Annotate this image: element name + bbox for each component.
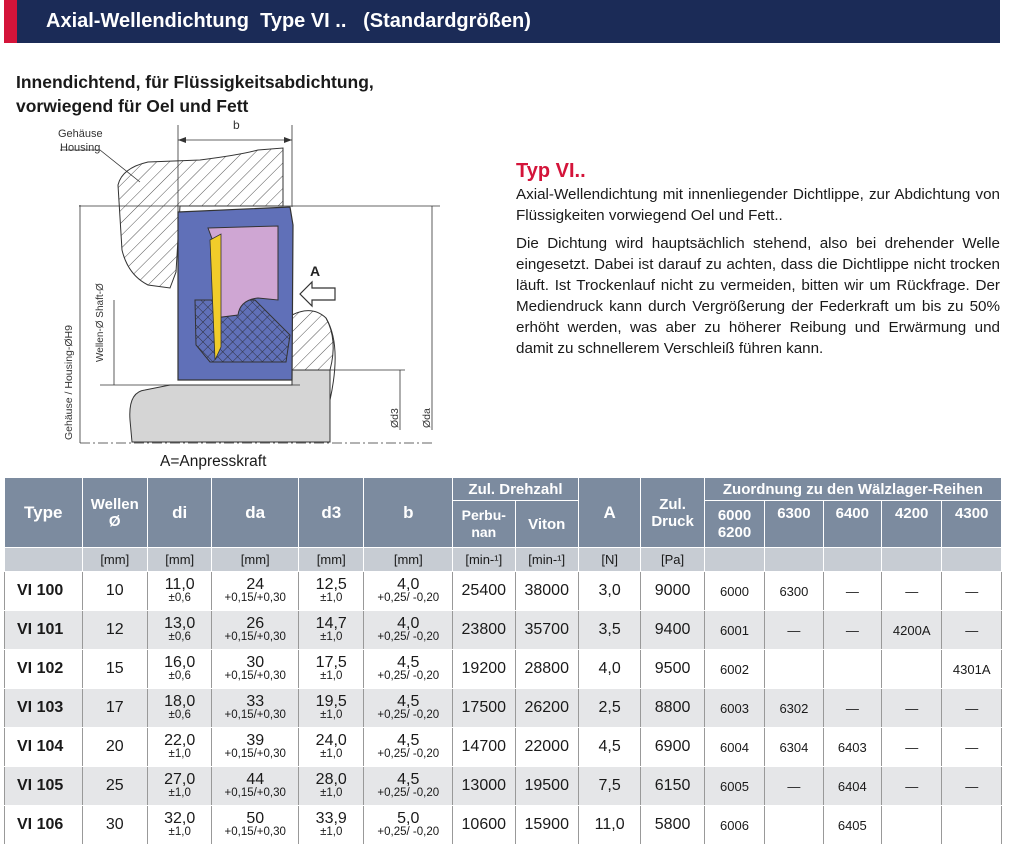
b-tolerance: +0,25/ -0,20 [377,709,440,721]
cell-type: VI 105 [5,767,83,806]
cell-c6300: 6302 [765,689,823,728]
col-drehzahl: Zul. Drehzahl [453,478,579,501]
cell-b [364,767,453,806]
description-paragraph-2: Die Dichtung wird hauptsächlich stehend, also bei drehender Welle eingesetzt. Dabei ist darauf zu achten, dass die Dichtlippe nicht trocken läuft. Ist Trockenlauf nicht zu vermeiden, bitten wir um Rückfrage. Der Mediendruck kann durch Vergrößerung der Federkraft um bis zu 50% erhöht werden, was aber zu höherer Reibung und Erwärmung und damit zu schnellerem Verschleiß führen kann. [516,235,1000,357]
seal-cross-section-diagram [0,0,500,460]
dimension-table [4,477,1002,845]
cell-wellen: 20 [82,728,147,767]
da-tolerance: +0,15/+0,30 [224,748,286,760]
cell-viton: 15900 [515,806,578,845]
b-tolerance: +0,25/ -0,20 [377,631,440,643]
cell-perbunan: 10600 [453,806,515,845]
cell-a: 3,5 [578,611,640,650]
da-value: 44 [246,771,265,788]
cell-type: VI 102 [5,650,83,689]
di-tolerance: ±1,0 [168,826,191,838]
cell-viton: 26200 [515,689,578,728]
unit-cell [704,548,764,572]
cell-type: VI 104 [5,728,83,767]
b-value: 4,5 [397,693,420,710]
diagram-caption: A=Anpresskraft [160,453,267,470]
cell-c6000: 6002 [704,650,764,689]
d3-value: 33,9 [315,810,347,827]
cell-a: 7,5 [578,767,640,806]
unit-cell [882,548,942,572]
d3-tolerance: ±1,0 [320,631,343,643]
b-tolerance: +0,25/ -0,20 [377,826,440,838]
cell-c4200 [882,806,942,845]
cell-wellen: 30 [82,806,147,845]
housing-dia-label: Gehäuse / Housing-ØH9 [63,325,75,440]
cell-di [147,728,211,767]
cell-druck: 6150 [641,767,704,806]
di-tolerance: ±1,0 [168,787,191,799]
table-row [5,728,1002,767]
cell-di [147,650,211,689]
cell-c4200 [882,650,942,689]
di-value: 22,0 [164,732,196,749]
cell-druck: 6900 [641,728,704,767]
table-row [5,650,1002,689]
cell-c6300: — [765,611,823,650]
cell-c6000: 6000 [704,572,764,611]
cell-d3 [299,806,364,845]
cell-c4300 [942,806,1002,845]
cell-c6300 [765,806,823,845]
da-tolerance: +0,15/+0,30 [224,631,286,643]
cell-c4300: — [942,689,1002,728]
col-druck: Zul. Druck [641,478,704,548]
housing-label-en: Housing [60,142,101,154]
cell-c6400: 6405 [823,806,881,845]
di-value: 16,0 [164,654,196,671]
cell-perbunan: 25400 [453,572,515,611]
cell-c6400 [823,650,881,689]
da-tolerance: +0,15/+0,30 [224,670,286,682]
type-heading: Typ VI.. [516,160,586,182]
unit-cell: [mm] [82,548,147,572]
d3-tolerance: ±1,0 [320,670,343,682]
cell-d3 [299,689,364,728]
di-value: 18,0 [164,693,196,710]
cell-d3 [299,650,364,689]
cell-di [147,611,211,650]
cell-da [212,767,299,806]
d3-label: Ød3 [389,408,401,428]
cell-da [212,806,299,845]
cell-wellen: 25 [82,767,147,806]
cell-wellen: 10 [82,572,147,611]
b-value: 4,0 [397,576,420,593]
cell-c4200: — [882,572,942,611]
cell-perbunan: 23800 [453,611,515,650]
d3-value: 28,0 [315,771,347,788]
da-tolerance: +0,15/+0,30 [224,826,286,838]
cell-c4200: — [882,689,942,728]
da-tolerance: +0,15/+0,30 [224,709,286,721]
cell-viton: 28800 [515,650,578,689]
cell-c4300: — [942,728,1002,767]
b-value: 4,5 [397,732,420,749]
cell-c4200: — [882,728,942,767]
cell-b [364,650,453,689]
cell-c6400: 6404 [823,767,881,806]
di-tolerance: ±0,6 [168,670,191,682]
cell-perbunan: 14700 [453,728,515,767]
d3-tolerance: ±1,0 [320,592,343,604]
subtitle-line1: Innendichtend, für Flüssigkeitsabdichtung, [16,72,374,92]
da-tolerance: +0,15/+0,30 [224,592,286,604]
housing-label-de: Gehäuse [58,128,103,140]
b-tolerance: +0,25/ -0,20 [377,748,440,760]
description-paragraph-1: Axial-Wellendichtung mit innenliegender Dichtlippe, zur Abdichtung von Flüssigkeiten vorwiegend Oel und Fett.. [516,186,1000,224]
cell-a: 11,0 [578,806,640,845]
d3-tolerance: ±1,0 [320,748,343,760]
b-tolerance: +0,25/ -0,20 [377,592,440,604]
cell-druck: 8800 [641,689,704,728]
di-value: 27,0 [164,771,196,788]
cell-druck: 9400 [641,611,704,650]
subtitle-line2: vorwiegend für Oel und Fett [16,96,249,116]
cell-c6400: — [823,689,881,728]
cell-b [364,728,453,767]
cell-di [147,806,211,845]
page-title: Axial-Wellendichtung Type VI .. (Standardgrößen) [46,10,531,32]
cell-c6400: — [823,611,881,650]
cell-c6300: 6300 [765,572,823,611]
di-value: 11,0 [164,576,195,593]
cell-c4300: 4301A [942,650,1002,689]
cell-c6000: 6006 [704,806,764,845]
cell-type: VI 101 [5,611,83,650]
cell-b [364,806,453,845]
cell-d3 [299,611,364,650]
d3-value: 24,0 [315,732,347,749]
unit-cell [942,548,1002,572]
cell-perbunan: 19200 [453,650,515,689]
col-6300: 6300 [765,501,823,548]
col-b: b [364,478,453,548]
cell-c4300: — [942,572,1002,611]
cell-d3 [299,572,364,611]
di-value: 32,0 [164,810,196,827]
cell-type: VI 100 [5,572,83,611]
cell-c6400: 6403 [823,728,881,767]
di-tolerance: ±0,6 [168,592,191,604]
table-row [5,611,1002,650]
unit-cell: [N] [578,548,640,572]
cell-c6000: 6001 [704,611,764,650]
cell-b [364,689,453,728]
cell-viton: 19500 [515,767,578,806]
dimension-b-label: b [233,118,240,132]
da-tolerance: +0,15/+0,30 [224,787,286,799]
d3-value: 14,7 [315,615,347,632]
cell-di [147,689,211,728]
cell-c6300 [765,650,823,689]
unit-cell [5,548,83,572]
d3-value: 19,5 [315,693,347,710]
shaft-dia-label: Wellen-Ø Shaft-Ø [95,283,106,362]
cell-c4300: — [942,611,1002,650]
d3-tolerance: ±1,0 [320,787,343,799]
cell-da [212,728,299,767]
cell-da [212,689,299,728]
cell-type: VI 106 [5,806,83,845]
cell-di [147,767,211,806]
unit-cell [765,548,823,572]
unit-cell [823,548,881,572]
b-tolerance: +0,25/ -0,20 [377,787,440,799]
di-tolerance: ±0,6 [168,631,191,643]
table-row [5,806,1002,845]
cell-a: 4,5 [578,728,640,767]
cell-c6000: 6005 [704,767,764,806]
cell-c6000: 6003 [704,689,764,728]
cell-b [364,572,453,611]
da-value: 30 [246,654,265,671]
col-d3: d3 [299,478,364,548]
di-value: 13,0 [164,615,196,632]
unit-cell: [Pa] [641,548,704,572]
unit-cell: [mm] [364,548,453,572]
b-value: 5,0 [397,810,420,827]
d3-tolerance: ±1,0 [320,826,343,838]
col-perbunan: Perbu- nan [453,501,515,548]
cell-c6000: 6004 [704,728,764,767]
col-da: da [212,478,299,548]
type-description [516,184,1000,366]
cell-da [212,611,299,650]
cell-wellen: 15 [82,650,147,689]
d3-value: 17,5 [315,654,347,671]
da-value: 33 [246,693,265,710]
table-body [5,572,1002,845]
unit-cell: [mm] [147,548,211,572]
cell-druck: 5800 [641,806,704,845]
da-value: 39 [246,732,265,749]
cell-da [212,572,299,611]
cell-c4200: — [882,767,942,806]
cell-perbunan: 17500 [453,689,515,728]
cell-druck: 9000 [641,572,704,611]
b-tolerance: +0,25/ -0,20 [377,670,440,682]
cell-viton: 35700 [515,611,578,650]
b-value: 4,0 [397,615,420,632]
cell-wellen: 12 [82,611,147,650]
di-tolerance: ±0,6 [168,709,191,721]
unit-cell: [min-¹] [515,548,578,572]
col-type: Type [5,478,83,548]
cell-druck: 9500 [641,650,704,689]
col-4300: 4300 [942,501,1002,548]
cell-a: 4,0 [578,650,640,689]
cell-c6400: — [823,572,881,611]
da-label: Øda [421,408,433,428]
d3-value: 12,5 [315,576,347,593]
cell-d3 [299,767,364,806]
cell-c6300: — [765,767,823,806]
cell-c6300: 6304 [765,728,823,767]
cell-a: 3,0 [578,572,640,611]
cell-a: 2,5 [578,689,640,728]
col-6400: 6400 [823,501,881,548]
col-6000: 6000 6200 [704,501,764,548]
cell-type: VI 103 [5,689,83,728]
table-row [5,689,1002,728]
col-di: di [147,478,211,548]
shaft-part [130,370,330,442]
unit-cell: [mm] [299,548,364,572]
b-value: 4,5 [397,771,420,788]
da-value: 24 [246,576,265,593]
da-value: 26 [246,615,265,632]
col-viton: Viton [515,501,578,548]
unit-cell: [min-¹] [453,548,515,572]
unit-row [5,548,1002,572]
cell-viton: 22000 [515,728,578,767]
col-a: A [578,478,640,548]
unit-cell: [mm] [212,548,299,572]
col-4200: 4200 [882,501,942,548]
d3-tolerance: ±1,0 [320,709,343,721]
di-tolerance: ±1,0 [168,748,191,760]
col-zuordnung: Zuordnung zu den Wälzlager-Reihen [704,478,1001,501]
col-wellen: Wellen Ø [82,478,147,548]
cell-b [364,611,453,650]
b-value: 4,5 [397,654,420,671]
cell-viton: 38000 [515,572,578,611]
cell-perbunan: 13000 [453,767,515,806]
cell-di [147,572,211,611]
cell-da [212,650,299,689]
table-row [5,572,1002,611]
cell-c4300: — [942,767,1002,806]
cell-c4200: 4200A [882,611,942,650]
da-value: 50 [246,810,265,827]
cell-d3 [299,728,364,767]
arrow-label: A [310,263,321,279]
table-row [5,767,1002,806]
force-arrow [300,282,335,306]
cell-wellen: 17 [82,689,147,728]
